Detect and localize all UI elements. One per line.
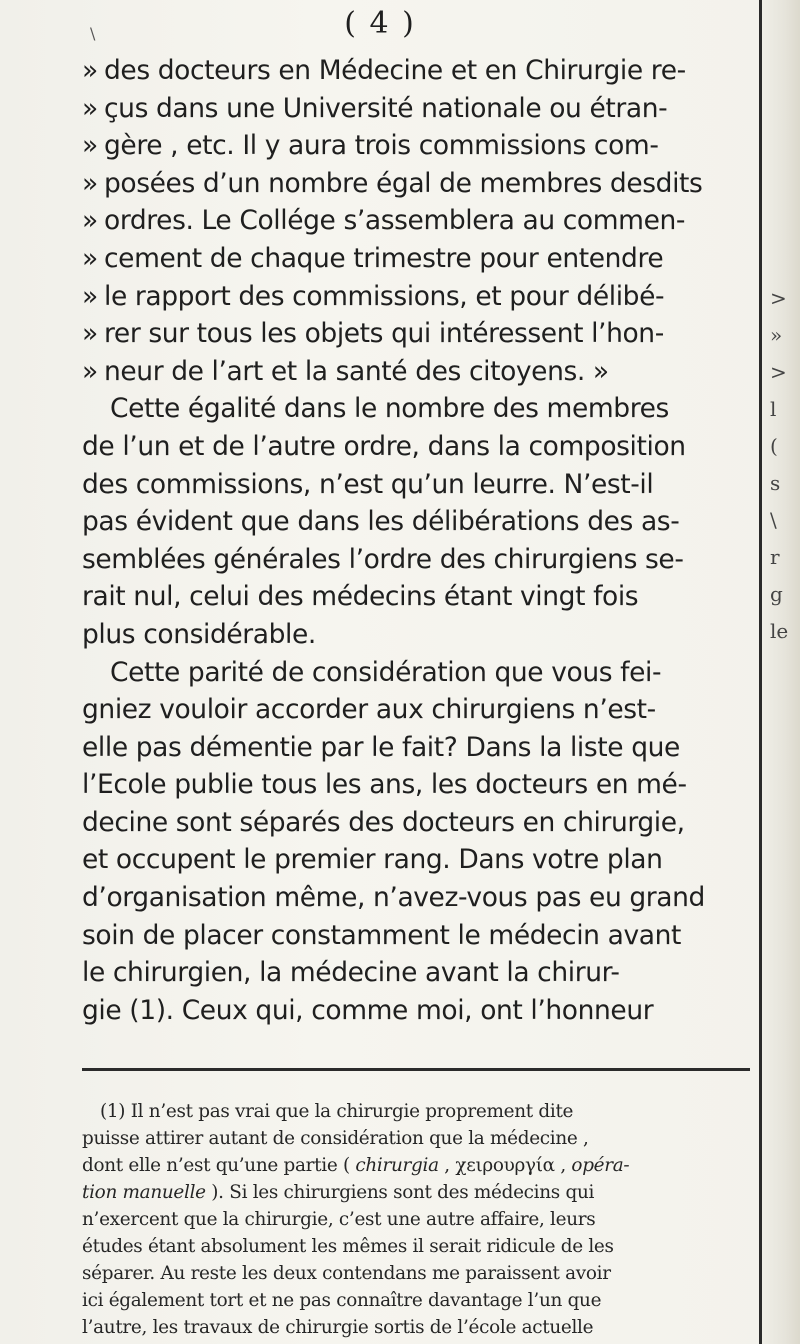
text-line bbox=[82, 353, 750, 391]
footnote-line bbox=[82, 1314, 750, 1341]
text-line bbox=[82, 127, 750, 165]
footnote-text: n’exercent que la chirurgie, c’est une autre affaire, leurs bbox=[82, 1209, 596, 1230]
edge-mark: r bbox=[770, 545, 780, 569]
line-text: et occupent le premier rang. Dans votre plan bbox=[82, 844, 663, 876]
italic-term: opéra- bbox=[571, 1155, 630, 1176]
footnote-line bbox=[82, 1260, 750, 1287]
text-line bbox=[82, 165, 750, 203]
line-text: semblées générales l’ordre des chirurgiens se- bbox=[82, 543, 684, 575]
footnote-text: dont elle n’est qu’une partie ( bbox=[82, 1155, 356, 1176]
line-text: plus considérable. bbox=[82, 618, 316, 650]
line-text: soin de placer constamment le médecin avant bbox=[82, 919, 681, 951]
text-line bbox=[82, 954, 750, 992]
quote-mark: » bbox=[82, 130, 98, 162]
italic-term: chirurgia bbox=[355, 1155, 439, 1176]
text-line bbox=[82, 240, 750, 278]
line-text: Cette égalité dans le nombre des membres bbox=[110, 393, 669, 425]
quote-mark: » bbox=[82, 205, 98, 237]
line-text: ordres. Le Collége s’assemblera au commen- bbox=[104, 205, 686, 237]
line-text: le rapport des commissions, et pour délibé- bbox=[104, 280, 665, 312]
line-text: de l’un et de l’autre ordre, dans la composition bbox=[82, 430, 686, 462]
quote-mark: » bbox=[82, 55, 98, 86]
corner-mark: \ bbox=[90, 24, 96, 43]
text-line bbox=[82, 616, 750, 654]
line-text: des commissions, n’est qu’un leurre. N’est-il bbox=[82, 468, 654, 500]
text-line bbox=[82, 428, 750, 466]
text-line bbox=[82, 766, 750, 804]
quote-mark: » bbox=[82, 167, 98, 199]
edge-mark: l bbox=[770, 397, 777, 421]
footnote-line bbox=[82, 1152, 750, 1179]
line-text: rer sur tous les objets qui intéressent l’hon- bbox=[104, 318, 664, 350]
edge-mark: s bbox=[770, 471, 781, 495]
line-text: rait nul, celui des médecins étant vingt fois bbox=[82, 581, 639, 613]
line-text: des docteurs en Médecine et en Chirurgie re- bbox=[104, 55, 686, 86]
edge-mark: \ bbox=[770, 508, 777, 532]
line-text: pas évident que dans les délibérations des as- bbox=[82, 506, 680, 538]
text-line bbox=[82, 879, 750, 917]
footnote-text: puisse attirer autant de considération que la médecine , bbox=[82, 1128, 589, 1149]
page-gutter-edge bbox=[759, 0, 800, 1344]
text-line bbox=[82, 52, 750, 90]
line-text: l’Ecole publie tous les ans, les docteurs en mé- bbox=[82, 769, 687, 801]
line-text: d’organisation même, n’avez-vous pas eu grand bbox=[82, 882, 705, 914]
main-text bbox=[82, 52, 750, 1029]
edge-mark: > bbox=[770, 286, 787, 310]
footnote-text: , χειρουργία , bbox=[438, 1155, 572, 1176]
edge-mark: g bbox=[770, 582, 783, 606]
text-line bbox=[82, 654, 750, 692]
quote-mark: » bbox=[82, 280, 98, 312]
text-line bbox=[82, 691, 750, 729]
line-text: gère , etc. Il y aura trois commissions com- bbox=[104, 130, 659, 162]
text-line bbox=[82, 992, 750, 1030]
line-text: cement de chaque trimestre pour entendre bbox=[104, 242, 664, 274]
edge-mark: ( bbox=[770, 434, 778, 458]
footnote-text: l’autre, les travaux de chirurgie sortis de l’école actuelle bbox=[82, 1317, 594, 1338]
footnote-line bbox=[82, 1098, 750, 1125]
edge-mark: » bbox=[770, 323, 783, 347]
line-text: gie (1). Ceux qui, comme moi, ont l’honneur bbox=[82, 994, 654, 1026]
footnote-line bbox=[82, 1179, 750, 1206]
line-text: neur de l’art et la santé des citoyens. » bbox=[104, 355, 609, 387]
text-line bbox=[82, 541, 750, 579]
text-line bbox=[82, 278, 750, 316]
line-text: decine sont séparés des docteurs en chirurgie, bbox=[82, 806, 685, 838]
text-line bbox=[82, 804, 750, 842]
text-line bbox=[82, 578, 750, 616]
edge-mark: le bbox=[770, 619, 789, 643]
italic-term: tion manuelle bbox=[82, 1182, 206, 1203]
footnote-text: ). Si les chirurgiens sont des médecins qui bbox=[205, 1182, 595, 1203]
line-text: elle pas démentie par le fait? Dans la liste que bbox=[82, 731, 680, 763]
footnote-line bbox=[82, 1206, 750, 1233]
quote-mark: » bbox=[82, 242, 98, 274]
footnote-text: études étant absolument les mêmes il serait ridicule de les bbox=[82, 1236, 614, 1257]
footnote-text: séparer. Au reste les deux contendans me paraissent avoir bbox=[82, 1263, 611, 1284]
text-line bbox=[82, 503, 750, 541]
text-line bbox=[82, 466, 750, 504]
line-text: gniez vouloir accorder aux chirurgiens n’est- bbox=[82, 694, 656, 726]
footnote-text: ici également tort et ne pas connaître davantage l’un que bbox=[82, 1290, 602, 1311]
text-line bbox=[82, 315, 750, 353]
footnote-line bbox=[82, 1287, 750, 1314]
page-number: ( 4 ) bbox=[344, 6, 416, 41]
bleed-through-marks bbox=[770, 280, 794, 650]
footnote bbox=[82, 1098, 750, 1341]
quote-mark: » bbox=[82, 355, 98, 387]
line-text: Cette parité de considération que vous fei- bbox=[110, 656, 662, 688]
quote-mark: » bbox=[82, 318, 98, 350]
text-line bbox=[82, 729, 750, 767]
text-line bbox=[82, 917, 750, 955]
text-line bbox=[82, 202, 750, 240]
footnote-rule bbox=[82, 1068, 750, 1071]
footnote-line bbox=[82, 1125, 750, 1152]
quote-mark: » bbox=[82, 92, 98, 124]
footnote-text: (1) Il n’est pas vrai que la chirurgie proprement dite bbox=[100, 1101, 574, 1122]
line-text: posées d’un nombre égal de membres desdits bbox=[104, 167, 703, 199]
footnote-line bbox=[82, 1233, 750, 1260]
text-line bbox=[82, 390, 750, 428]
line-text: çus dans une Université nationale ou étran- bbox=[104, 92, 668, 124]
text-line bbox=[82, 841, 750, 879]
text-line bbox=[82, 90, 750, 128]
line-text: le chirurgien, la médecine avant la chirur- bbox=[82, 957, 620, 989]
edge-mark: > bbox=[770, 360, 787, 384]
